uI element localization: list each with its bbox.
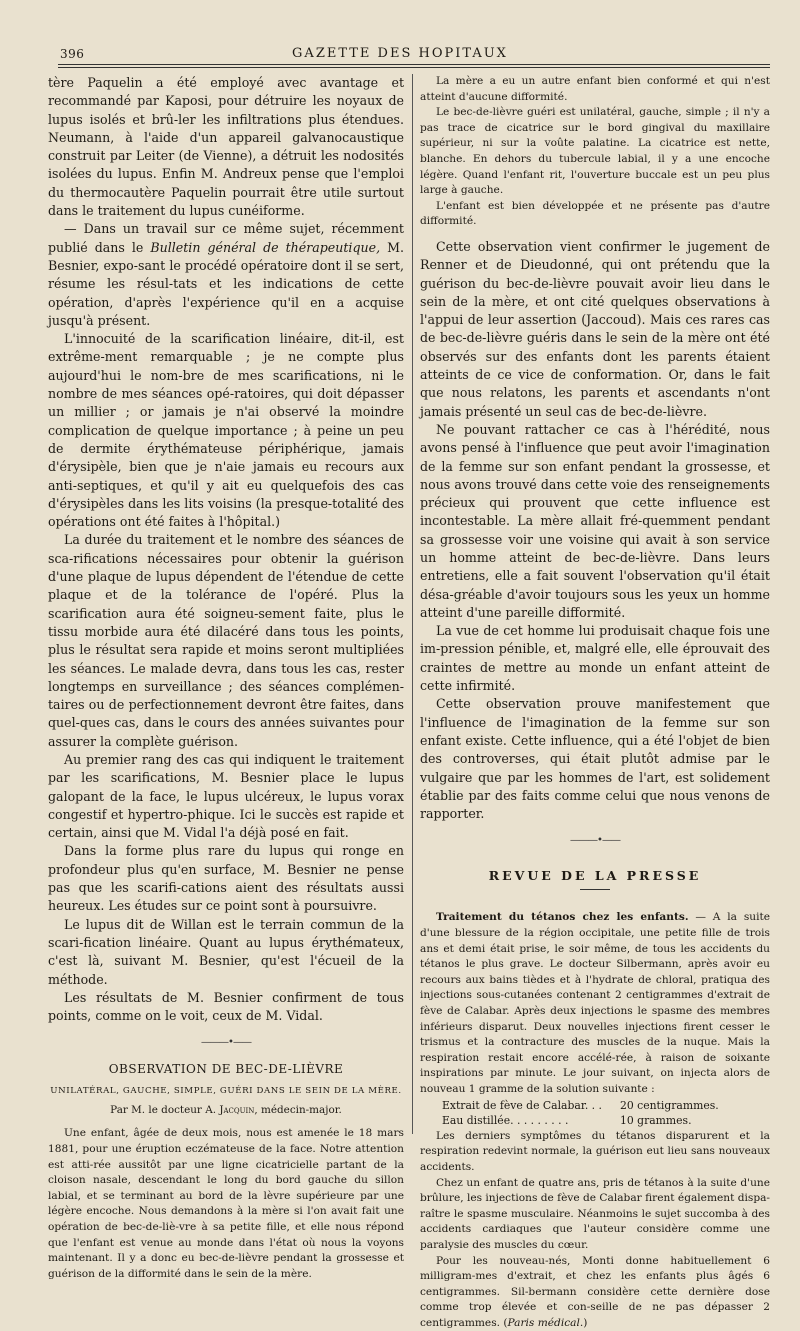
source-citation: Paris médical. (508, 1317, 584, 1329)
small-paragraph: La mère a eu un autre enfant bien conformé et qui n'est atteint d'aucune difformité. (420, 74, 770, 105)
right-column (420, 74, 770, 1331)
article-text: Les derniers symptômes du tétanos disparurent et la respiration redevint normale, la guérison eut lieu sans nouveaux accidents. (420, 1129, 770, 1176)
paragraph: Ne pouvant rattacher ce cas à l'hérédité, nous avons pensé à l'influence que peut avoir l'imagination de la femme sur son enfant pendant la grossesse, et nous avons trouvé dans cette voie des renseignements précieux qui prouvent que cette influence est incontestable. La mère allait fré-quemment pendant sa grossesse voir une voisine qui avait à son service un homme atteint de bec-de-lièvre. Dans leurs entretiens, elle a fait souvent l'observation qu'il était désa-gréable d'avoir toujours sous les yeux un homme atteint d'une pareille difformité. (420, 421, 770, 622)
paragraph: Le lupus dit de Willan est le terrain commun de la scari-fication linéaire. Quant au lupus érythémateux, c'est là, suivant M. Besnier, qu'est l'écueil de la méthode. (48, 916, 404, 989)
paragraph: Cette observation prouve manifestement que l'influence de l'imagination de la femme sur son enfant existe. Cette influence, qui a été l'objet de bien des controverses, qui était plutôt admise par le vulgaire que par les hommes de l'art, est solidement établie par des faits comme celui que nous venons de rapporter. (420, 695, 770, 823)
journal-title: GAZETTE DES HOPITAUX (0, 46, 800, 61)
paragraph: Dans la forme plus rare du lupus qui ronge en profondeur plus qu'en surface, M. Besnier ne pense pas que les scarifi-cations aient des résultats aussi heureux. Les études sur ce point sont à poursuivre. (48, 842, 404, 915)
formula-line: Extrait de fève de Calabar. . . 20 centigrammes. (420, 1098, 770, 1114)
section-heading: REVUE DE LA PRESSE (420, 868, 770, 883)
page-number: 396 (60, 47, 84, 61)
small-paragraph: L'enfant est bien développée et ne présente pas d'autre difformité. (420, 199, 770, 230)
paragraph: Cette observation vient confirmer le jugement de Renner et de Dieudonné, qui ont prétendu que la guérison du bec-de-lièvre pouvait avoir lieu dans le sein de la mère, et ont cité quelques observations à l'appui de leur assertion (Jaccoud). Mais ces rares cas de bec-de-lièvre guéris dans le sein de la mère ont été observés sur des enfants dont les parents étaient atteints de ce vice de conformation. Or, dans le fait que nous relatons, les parents et ascendants n'ont jamais présenté un seul cas de bec-de-lièvre. (420, 238, 770, 421)
section-ornament: ———•—— (420, 835, 770, 846)
header-rule-top (58, 64, 770, 65)
section-ornament: ———•—— (48, 1037, 404, 1048)
journal-name: Bulletin général de thérapeutique, (150, 240, 380, 255)
article-title: Traitement du tétanos chez les enfants. (436, 911, 689, 923)
paragraph: tère Paquelin a été employé avec avantage et recommandé par Kaposi, pour détruire les noyaux de lupus isolés et brû-ler les infiltrations plus étendues. Neumann, à l'aide d'un appareil galvanocaustique construit par Leiter (de Vienne), a détruit les nodosités isolées du lupus. Enfin M. Andreux pense que l'emploi du thermocautère Paquelin pourrait être utile surtout dans le traitement du lupus cunéiforme. (48, 74, 404, 220)
article-text: Chez un enfant de quatre ans, pris de tétanos à la suite d'une brûlure, les injections de fève de Calabar firent également dispa-raître le spasme musculaire. Néanmoins le sujet succomba à des accidents cardiaques que l'auteur considère comme une paralysie des muscles du cœur. (420, 1176, 770, 1254)
header-rule-bottom (58, 67, 770, 68)
paragraph: Les résultats de M. Besnier confirment de tous points, comme on le voit, ceux de M. Vidal. (48, 989, 404, 1026)
heading-rule (580, 889, 610, 890)
paragraph: La durée du traitement et le nombre des séances de sca-rifications nécessaires pour obtenir la guérison d'une plaque de lupus dépendent de l'étendue de cette plaque et de la tolérance de l'opéré. Plus la scarification aura été soigneu-sement faite, plus le tissu morbide aura été dilacéré dans tous les points, plus le résultat sera rapide et moins seront multipliées les séances. Le malade devra, dans tous les cas, rester longtemps en surveillance ; des séances complémen-taires ou de perfectionnement devront être faites, dans quel-ques cas, dans le cours des années suivantes pour assurer la complète guérison. (48, 531, 404, 751)
formula-line: Eau distillée. . . . . . . . . 10 grammes. (420, 1113, 770, 1129)
observation-text: Une enfant, âgée de deux mois, nous est amenée le 18 mars 1881, pour une éruption eczémateuse de la face. Notre attention est atti-rée aussitôt par une ligne cicatricielle partant de la cloison nasale, descendant le long du bord gauche du sillon labial, et se terminant au bord de la lèvre supérieure par une légère encoche. Nous demandons à la mère si l'on avait fait une opération de bec-de-liè-vre à sa petite fille, et elle nous répond que l'enfant est venue au monde dans l'état où nous la voyons maintenant. Il y a donc eu bec-de-lièvre pendant la grossesse et guérison de la difformité dans le sein de la mère. (48, 1126, 404, 1282)
column-divider (412, 74, 413, 1134)
observation-author: Par M. le docteur A. Jacquin, médecin-major. (48, 1104, 404, 1116)
observation-subtitle: UNILATÉRAL, GAUCHE, SIMPLE, GUÉRI DANS LE SEIN DE LA MÈRE. (48, 1086, 404, 1096)
article-text: Pour les nouveau-nés, Monti donne habituellement 6 milligram-mes d'extrait, et chez les enfants plus âgés 6 centigrammes. Sil-bermann considère cette dernière dose comme trop élevée et con-seille de ne pas dépasser 2 centigrammes. (Paris médical.) (420, 1254, 770, 1331)
left-column (48, 74, 404, 1282)
article-text: Traitement du tétanos chez les enfants. — A la suite d'une blessure de la région occipitale, une petite fille de trois ans et demi était prise, le soir même, de tous les accidents du tétanos le plus grave. Le docteur Silbermann, après avoir eu recours aux bains tièdes et à l'hydrate de chloral, pratiqua des injections sous-cutanées contenant 2 centigrammes d'extrait de fève de Calabar. Après deux injections le spasme des membres inférieurs disparut. Deux nouvelles injections firent cesser le trismus et la contracture des muscles de la nuque. Mais la respiration restait encore accélé-rée, à raison de soixante inspirations par minute. Le jour suivant, on injecta alors de nouveau 1 gramme de la solution suivante : (420, 910, 770, 1097)
observation-title: OBSERVATION DE BEC-DE-LIÈVRE (48, 1062, 404, 1076)
small-paragraph: Le bec-de-lièvre guéri est unilatéral, gauche, simple ; il n'y a pas trace de cicatrice sur le bord gingival du maxillaire supérieur, ni sur la voûte palatine. La cicatrice est nette, blanche. En dehors du tubercule labial, il y a une encoche légère. Quand l'enfant rit, l'ouverture buccale est un peu plus large à gauche. (420, 105, 770, 199)
paragraph: La vue de cet homme lui produisait chaque fois une im-pression pénible, et, malgré elle, elle éprouvait des craintes de mettre au monde un enfant atteint de cette infirmité. (420, 622, 770, 695)
paragraph: Au premier rang des cas qui indiquent le traitement par les scarifications, M. Besnier place le lupus galopant de la face, le lupus ulcéreux, le lupus vorax congestif et hypertro-phique. Ici le succès est rapide et certain, ainsi que M. Vidal l'a déjà posé en fait. (48, 751, 404, 842)
paragraph: — Dans un travail sur ce même sujet, récemment publié dans le Bulletin général de thérapeutique, M. Besnier, expo-sant le procédé opératoire dont il se sert, résume les résul-tats et les indications de cette opération, d'après l'expérience qu'il en a acquise jusqu'à présent. (48, 220, 404, 330)
paragraph: L'innocuité de la scarification linéaire, dit-il, est extrême-ment remarquable ; je ne compte plus aujourd'hui le nom-bre de mes scarifications, ni le nombre de mes séances opé-ratoires, qui doit dépasser un millier ; or jamais je n'ai observé la moindre complication de quelque importance ; à peine un peu de dermite érythémateuse périphérique, jamais d'érysipèle, bien que je n'aie jamais eu recours aux anti-septiques, et qu'il y ait eu quelquefois des cas d'érysipèles dans les lits voisins (la presque-totalité des opérations ont été faites à l'hôpital.) (48, 330, 404, 531)
